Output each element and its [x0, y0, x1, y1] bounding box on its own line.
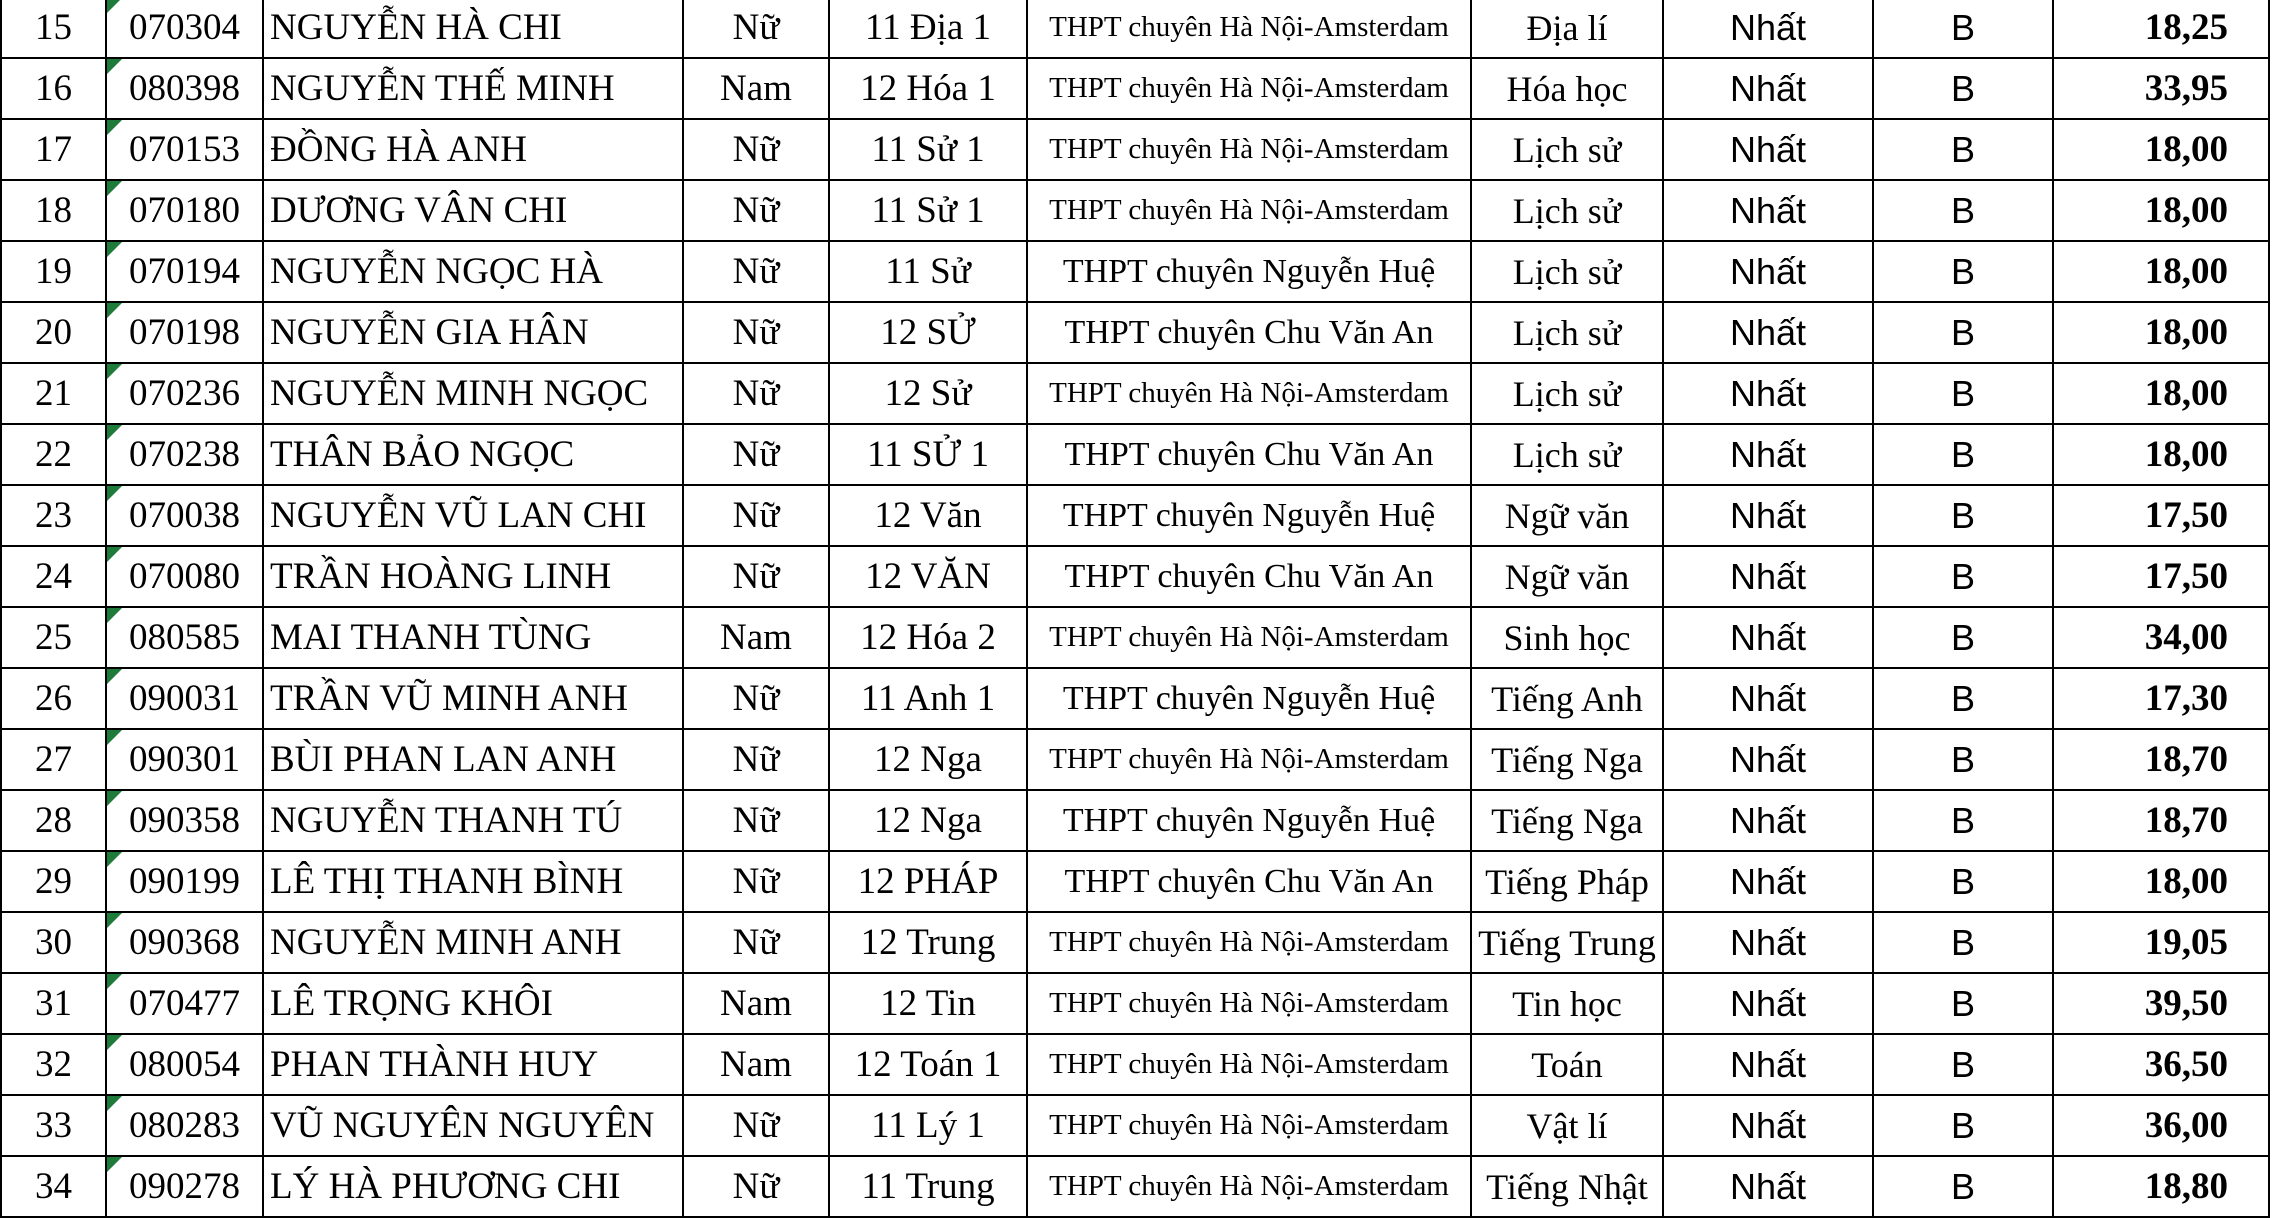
cell-subject[interactable]: Sinh học [1471, 607, 1663, 668]
error-indicator-icon [107, 1035, 122, 1050]
table-row[interactable] [1, 973, 2269, 1034]
cell-school[interactable]: THPT chuyên Hà Nội-Amsterdam [1027, 607, 1471, 668]
error-indicator-icon [107, 913, 122, 928]
cell-school[interactable]: THPT chuyên Hà Nội-Amsterdam [1027, 119, 1471, 180]
cell-group[interactable]: B [1873, 180, 2053, 241]
cell-name[interactable]: NGUYỄN GIA HÂN [263, 302, 683, 363]
cell-subject[interactable]: Toán [1471, 1034, 1663, 1095]
cell-gender[interactable]: Nữ [683, 424, 829, 485]
cell-sbd[interactable]: 080398 [106, 58, 263, 119]
cell-school[interactable]: THPT chuyên Nguyễn Huệ [1027, 668, 1471, 729]
cell-sbd[interactable]: 080054 [106, 1034, 263, 1095]
cell-group[interactable]: B [1873, 424, 2053, 485]
cell-subject[interactable]: Lịch sử [1471, 424, 1663, 485]
cell-stt[interactable]: 25 [1, 607, 106, 668]
cell-name[interactable]: TRẦN HOÀNG LINH [263, 546, 683, 607]
cell-group[interactable]: B [1873, 729, 2053, 790]
cell-group[interactable]: B [1873, 973, 2053, 1034]
cell-school[interactable]: THPT chuyên Hà Nội-Amsterdam [1027, 0, 1471, 58]
cell-score[interactable]: 18,70 [2053, 729, 2269, 790]
cell-gender[interactable]: Nữ [683, 241, 829, 302]
cell-subject[interactable]: Tiếng Nga [1471, 790, 1663, 851]
table-row[interactable] [1, 1156, 2269, 1217]
cell-sbd[interactable]: 090199 [106, 851, 263, 912]
error-indicator-icon [107, 181, 122, 196]
cell-group[interactable]: B [1873, 1095, 2053, 1156]
cell-group[interactable]: B [1873, 241, 2053, 302]
cell-prize[interactable]: Nhất [1663, 180, 1873, 241]
cell-score[interactable]: 18,00 [2053, 851, 2269, 912]
cell-prize[interactable]: Nhất [1663, 0, 1873, 58]
cell-stt[interactable]: 27 [1, 729, 106, 790]
cell-sbd[interactable]: 070304 [106, 0, 263, 58]
cell-class[interactable]: 11 Sử [829, 241, 1027, 302]
cell-stt[interactable]: 21 [1, 363, 106, 424]
table-body [1, 0, 2269, 1217]
cell-group[interactable]: B [1873, 1034, 2053, 1095]
cell-score[interactable]: 17,50 [2053, 485, 2269, 546]
cell-subject[interactable]: Ngữ văn [1471, 485, 1663, 546]
cell-stt[interactable]: 20 [1, 302, 106, 363]
cell-school[interactable]: THPT chuyên Hà Nội-Amsterdam [1027, 180, 1471, 241]
cell-group[interactable]: B [1873, 58, 2053, 119]
cell-school[interactable]: THPT chuyên Hà Nội-Amsterdam [1027, 1034, 1471, 1095]
cell-school[interactable]: THPT chuyên Hà Nội-Amsterdam [1027, 973, 1471, 1034]
table-row[interactable] [1, 851, 2269, 912]
table-row[interactable] [1, 0, 2269, 58]
table-row[interactable] [1, 607, 2269, 668]
cell-name[interactable]: LÊ TRỌNG KHÔI [263, 973, 683, 1034]
cell-sbd[interactable]: 070238 [106, 424, 263, 485]
error-indicator-icon [107, 242, 122, 257]
cell-prize[interactable]: Nhất [1663, 790, 1873, 851]
table-row[interactable] [1, 180, 2269, 241]
cell-gender[interactable]: Nam [683, 58, 829, 119]
cell-school[interactable]: THPT chuyên Chu Văn An [1027, 424, 1471, 485]
cell-name[interactable]: PHAN THÀNH HUY [263, 1034, 683, 1095]
cell-subject[interactable]: Tiếng Nhật [1471, 1156, 1663, 1217]
cell-class[interactable]: 11 Lý 1 [829, 1095, 1027, 1156]
cell-class[interactable]: 11 SỬ 1 [829, 424, 1027, 485]
cell-subject[interactable]: Hóa học [1471, 58, 1663, 119]
cell-group[interactable]: B [1873, 851, 2053, 912]
cell-prize[interactable]: Nhất [1663, 302, 1873, 363]
cell-stt[interactable]: 22 [1, 424, 106, 485]
cell-class[interactable]: 12 Hóa 1 [829, 58, 1027, 119]
cell-stt[interactable]: 18 [1, 180, 106, 241]
cell-prize[interactable]: Nhất [1663, 546, 1873, 607]
cell-class[interactable]: 11 Sử 1 [829, 119, 1027, 180]
cell-prize[interactable]: Nhất [1663, 58, 1873, 119]
table-row[interactable] [1, 241, 2269, 302]
cell-sbd[interactable]: 070180 [106, 180, 263, 241]
error-indicator-icon [107, 364, 122, 379]
cell-prize[interactable]: Nhất [1663, 363, 1873, 424]
error-indicator-icon [107, 608, 122, 623]
table-row[interactable] [1, 58, 2269, 119]
error-indicator-icon [107, 669, 122, 684]
cell-stt[interactable]: 17 [1, 119, 106, 180]
cell-class[interactable]: 12 Hóa 2 [829, 607, 1027, 668]
cell-class[interactable]: 11 Trung [829, 1156, 1027, 1217]
cell-sbd[interactable]: 070080 [106, 546, 263, 607]
cell-name[interactable]: NGUYỄN MINH NGỌC [263, 363, 683, 424]
cell-prize[interactable]: Nhất [1663, 912, 1873, 973]
cell-gender[interactable]: Nữ [683, 302, 829, 363]
cell-prize[interactable]: Nhất [1663, 424, 1873, 485]
cell-name[interactable]: NGUYỄN NGỌC HÀ [263, 241, 683, 302]
table-row[interactable] [1, 302, 2269, 363]
table-row[interactable] [1, 363, 2269, 424]
cell-score[interactable]: 18,00 [2053, 363, 2269, 424]
table-row[interactable] [1, 119, 2269, 180]
cell-sbd[interactable]: 080283 [106, 1095, 263, 1156]
cell-class[interactable]: 12 VĂN [829, 546, 1027, 607]
cell-gender[interactable]: Nữ [683, 729, 829, 790]
error-indicator-icon [107, 730, 122, 745]
cell-prize[interactable]: Nhất [1663, 851, 1873, 912]
cell-sbd[interactable]: 070236 [106, 363, 263, 424]
cell-prize[interactable]: Nhất [1663, 973, 1873, 1034]
error-indicator-icon [107, 0, 122, 13]
cell-name[interactable]: TRẦN VŨ MINH ANH [263, 668, 683, 729]
cell-stt[interactable]: 24 [1, 546, 106, 607]
cell-class[interactable]: 12 Nga [829, 790, 1027, 851]
cell-score[interactable]: 19,05 [2053, 912, 2269, 973]
cell-subject[interactable]: Tiếng Pháp [1471, 851, 1663, 912]
cell-stt[interactable]: 32 [1, 1034, 106, 1095]
error-indicator-icon [107, 425, 122, 440]
cell-name[interactable]: LÝ HÀ PHƯƠNG CHI [263, 1156, 683, 1217]
cell-prize[interactable]: Nhất [1663, 485, 1873, 546]
cell-score[interactable]: 36,00 [2053, 1095, 2269, 1156]
cell-stt[interactable]: 28 [1, 790, 106, 851]
cell-class[interactable]: 12 PHÁP [829, 851, 1027, 912]
cell-gender[interactable]: Nam [683, 607, 829, 668]
cell-school[interactable]: THPT chuyên Nguyễn Huệ [1027, 485, 1471, 546]
cell-stt[interactable]: 33 [1, 1095, 106, 1156]
cell-gender[interactable]: Nữ [683, 851, 829, 912]
error-indicator-icon [107, 547, 122, 562]
cell-school[interactable]: THPT chuyên Hà Nội-Amsterdam [1027, 58, 1471, 119]
error-indicator-icon [107, 303, 122, 318]
cell-stt[interactable]: 34 [1, 1156, 106, 1217]
cell-gender[interactable]: Nữ [683, 912, 829, 973]
cell-subject[interactable]: Lịch sử [1471, 241, 1663, 302]
cell-score[interactable]: 18,80 [2053, 1156, 2269, 1217]
cell-score[interactable]: 18,25 [2053, 0, 2269, 58]
cell-name[interactable]: NGUYỄN THANH TÚ [263, 790, 683, 851]
cell-subject[interactable]: Tiếng Anh [1471, 668, 1663, 729]
cell-school[interactable]: THPT chuyên Hà Nội-Amsterdam [1027, 1156, 1471, 1217]
cell-sbd[interactable]: 090301 [106, 729, 263, 790]
cell-gender[interactable]: Nữ [683, 0, 829, 58]
cell-score[interactable]: 18,00 [2053, 424, 2269, 485]
cell-sbd[interactable]: 090278 [106, 1156, 263, 1217]
cell-subject[interactable]: Tin học [1471, 973, 1663, 1034]
table-row[interactable] [1, 546, 2269, 607]
cell-name[interactable]: VŨ NGUYÊN NGUYÊN [263, 1095, 683, 1156]
cell-subject[interactable]: Vật lí [1471, 1095, 1663, 1156]
cell-name[interactable]: NGUYỄN VŨ LAN CHI [263, 485, 683, 546]
cell-stt[interactable]: 30 [1, 912, 106, 973]
cell-class[interactable]: 12 Nga [829, 729, 1027, 790]
cell-score[interactable]: 18,00 [2053, 302, 2269, 363]
cell-prize[interactable]: Nhất [1663, 1095, 1873, 1156]
cell-gender[interactable]: Nữ [683, 790, 829, 851]
cell-name[interactable]: NGUYỄN THẾ MINH [263, 58, 683, 119]
cell-stt[interactable]: 23 [1, 485, 106, 546]
cell-name[interactable]: BÙI PHAN LAN ANH [263, 729, 683, 790]
error-indicator-icon [107, 974, 122, 989]
cell-score[interactable]: 39,50 [2053, 973, 2269, 1034]
cell-prize[interactable]: Nhất [1663, 668, 1873, 729]
cell-school[interactable]: THPT chuyên Hà Nội-Amsterdam [1027, 729, 1471, 790]
cell-class[interactable]: 12 Toán 1 [829, 1034, 1027, 1095]
cell-name[interactable]: LÊ THỊ THANH BÌNH [263, 851, 683, 912]
table-row[interactable] [1, 485, 2269, 546]
cell-subject[interactable]: Ngữ văn [1471, 546, 1663, 607]
cell-school[interactable]: THPT chuyên Hà Nội-Amsterdam [1027, 363, 1471, 424]
cell-score[interactable]: 34,00 [2053, 607, 2269, 668]
cell-name[interactable]: NGUYỄN HÀ CHI [263, 0, 683, 58]
cell-group[interactable]: B [1873, 912, 2053, 973]
cell-name[interactable]: MAI THANH TÙNG [263, 607, 683, 668]
cell-class[interactable]: 12 Tin [829, 973, 1027, 1034]
cell-stt[interactable]: 16 [1, 58, 106, 119]
table-row[interactable] [1, 729, 2269, 790]
error-indicator-icon [107, 59, 122, 74]
cell-class[interactable]: 11 Địa 1 [829, 0, 1027, 58]
cell-gender[interactable]: Nữ [683, 1095, 829, 1156]
table-row[interactable] [1, 1095, 2269, 1156]
cell-stt[interactable]: 31 [1, 973, 106, 1034]
cell-name[interactable]: DƯƠNG VÂN CHI [263, 180, 683, 241]
cell-school[interactable]: THPT chuyên Nguyễn Huệ [1027, 790, 1471, 851]
cell-sbd[interactable]: 070194 [106, 241, 263, 302]
cell-school[interactable]: THPT chuyên Chu Văn An [1027, 302, 1471, 363]
cell-gender[interactable]: Nữ [683, 546, 829, 607]
cell-group[interactable]: B [1873, 302, 2053, 363]
cell-school[interactable]: THPT chuyên Nguyễn Huệ [1027, 241, 1471, 302]
cell-score[interactable]: 18,70 [2053, 790, 2269, 851]
cell-prize[interactable]: Nhất [1663, 729, 1873, 790]
cell-name[interactable]: NGUYỄN MINH ANH [263, 912, 683, 973]
cell-gender[interactable]: Nữ [683, 1156, 829, 1217]
cell-stt[interactable]: 19 [1, 241, 106, 302]
cell-gender[interactable]: Nữ [683, 363, 829, 424]
cell-school[interactable]: THPT chuyên Hà Nội-Amsterdam [1027, 1095, 1471, 1156]
cell-subject[interactable]: Lịch sử [1471, 180, 1663, 241]
cell-subject[interactable]: Lịch sử [1471, 302, 1663, 363]
cell-gender[interactable]: Nam [683, 973, 829, 1034]
cell-name[interactable]: ĐỒNG HÀ ANH [263, 119, 683, 180]
cell-subject[interactable]: Tiếng Nga [1471, 729, 1663, 790]
error-indicator-icon [107, 120, 122, 135]
cell-school[interactable]: THPT chuyên Chu Văn An [1027, 851, 1471, 912]
cell-class[interactable]: 12 Sử [829, 363, 1027, 424]
cell-class[interactable]: 11 Anh 1 [829, 668, 1027, 729]
cell-class[interactable]: 12 Trung [829, 912, 1027, 973]
cell-sbd[interactable]: 080585 [106, 607, 263, 668]
table-row[interactable] [1, 1034, 2269, 1095]
cell-prize[interactable]: Nhất [1663, 1156, 1873, 1217]
table-row[interactable] [1, 912, 2269, 973]
cell-gender[interactable]: Nam [683, 1034, 829, 1095]
cell-sbd[interactable]: 090358 [106, 790, 263, 851]
cell-class[interactable]: 11 Sử 1 [829, 180, 1027, 241]
cell-group[interactable]: B [1873, 119, 2053, 180]
cell-score[interactable]: 18,00 [2053, 180, 2269, 241]
error-indicator-icon [107, 791, 122, 806]
cell-stt[interactable]: 29 [1, 851, 106, 912]
cell-stt[interactable]: 15 [1, 0, 106, 58]
table-row[interactable] [1, 790, 2269, 851]
cell-subject[interactable]: Lịch sử [1471, 363, 1663, 424]
cell-sbd[interactable]: 070477 [106, 973, 263, 1034]
cell-school[interactable]: THPT chuyên Hà Nội-Amsterdam [1027, 912, 1471, 973]
cell-gender[interactable]: Nữ [683, 119, 829, 180]
cell-score[interactable]: 33,95 [2053, 58, 2269, 119]
cell-group[interactable]: B [1873, 546, 2053, 607]
cell-school[interactable]: THPT chuyên Chu Văn An [1027, 546, 1471, 607]
cell-name[interactable]: THÂN BẢO NGỌC [263, 424, 683, 485]
cell-score[interactable]: 36,50 [2053, 1034, 2269, 1095]
cell-group[interactable]: B [1873, 668, 2053, 729]
table-row[interactable] [1, 424, 2269, 485]
cell-sbd[interactable]: 090368 [106, 912, 263, 973]
cell-class[interactable]: 12 SỬ [829, 302, 1027, 363]
cell-sbd[interactable]: 090031 [106, 668, 263, 729]
error-indicator-icon [107, 486, 122, 501]
cell-group[interactable]: B [1873, 0, 2053, 58]
cell-sbd[interactable]: 070038 [106, 485, 263, 546]
cell-class[interactable]: 12 Văn [829, 485, 1027, 546]
cell-group[interactable]: B [1873, 485, 2053, 546]
cell-gender[interactable]: Nữ [683, 485, 829, 546]
error-indicator-icon [107, 1157, 122, 1172]
cell-score[interactable]: 18,00 [2053, 241, 2269, 302]
cell-stt[interactable]: 26 [1, 668, 106, 729]
cell-gender[interactable]: Nữ [683, 180, 829, 241]
cell-score[interactable]: 17,50 [2053, 546, 2269, 607]
cell-group[interactable]: B [1873, 1156, 2053, 1217]
cell-prize[interactable]: Nhất [1663, 119, 1873, 180]
cell-gender[interactable]: Nữ [683, 668, 829, 729]
cell-prize[interactable]: Nhất [1663, 1034, 1873, 1095]
table-row[interactable] [1, 668, 2269, 729]
cell-score[interactable]: 17,30 [2053, 668, 2269, 729]
cell-subject[interactable]: Tiếng Trung [1471, 912, 1663, 973]
cell-subject[interactable]: Địa lí [1471, 0, 1663, 58]
cell-sbd[interactable]: 070198 [106, 302, 263, 363]
cell-score[interactable]: 18,00 [2053, 119, 2269, 180]
cell-prize[interactable]: Nhất [1663, 241, 1873, 302]
cell-subject[interactable]: Lịch sử [1471, 119, 1663, 180]
cell-sbd[interactable]: 070153 [106, 119, 263, 180]
cell-group[interactable]: B [1873, 363, 2053, 424]
cell-group[interactable]: B [1873, 790, 2053, 851]
error-indicator-icon [107, 852, 122, 867]
cell-group[interactable]: B [1873, 607, 2053, 668]
cell-prize[interactable]: Nhất [1663, 607, 1873, 668]
error-indicator-icon [107, 1096, 122, 1111]
